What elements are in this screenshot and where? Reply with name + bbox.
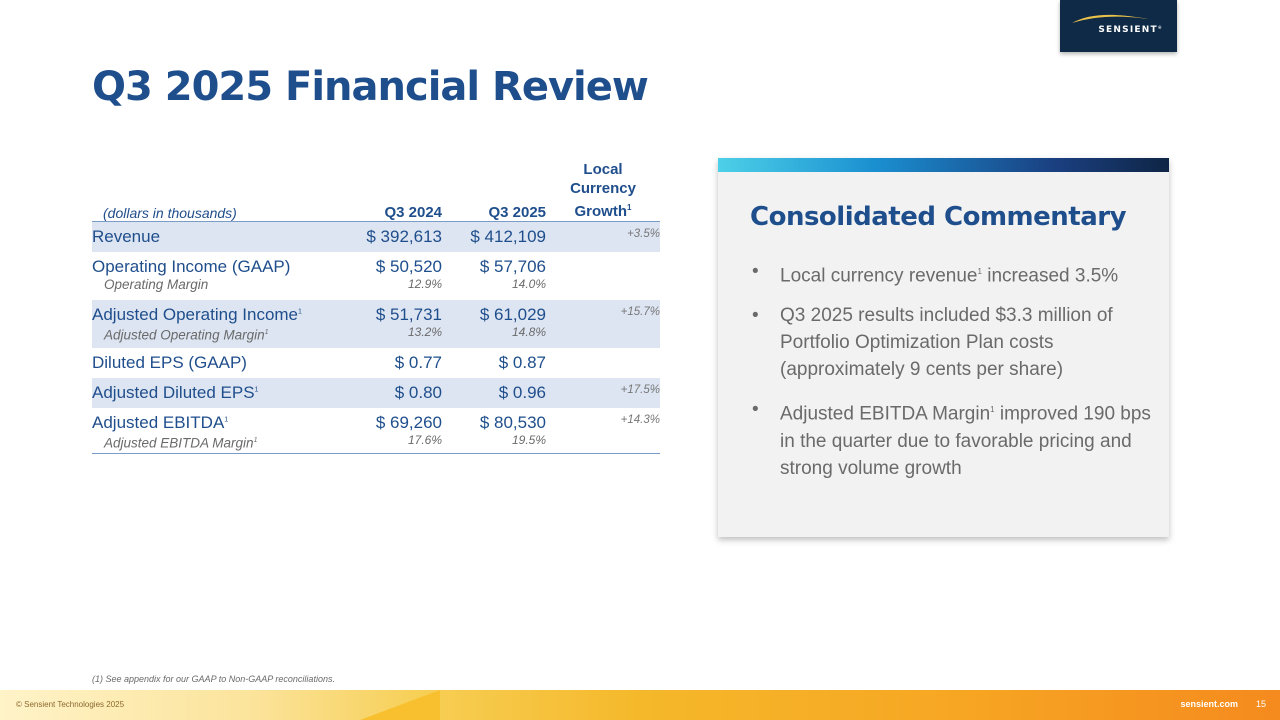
financial-table bbox=[92, 160, 660, 454]
commentary-bullet: • Adjusted EBITDA Margin$^1$ improved 190 bps in the quarter due to favorable pricing and strong volume growth bbox=[750, 396, 1155, 481]
logo-trademark: ® bbox=[1157, 25, 1163, 30]
page-number: 15 bbox=[1255, 699, 1266, 709]
row-sublabel: Adjusted Operating Margin bbox=[104, 327, 265, 342]
table-row: Adjusted EBITDA$^1$ Adjusted EBITDA Margin$^1$ $ 69,260 17.6% $ 80,530 19.5% +14.3% bbox=[92, 408, 660, 454]
row-label: Adjusted Operating Income bbox=[92, 304, 299, 324]
table-row bbox=[92, 252, 660, 300]
q3-2024-value: $ 0.77 bbox=[394, 352, 442, 372]
q3-2025-value: $ 80,530 bbox=[479, 412, 546, 432]
row-label: Diluted EPS (GAAP) bbox=[92, 352, 247, 372]
commentary-card bbox=[718, 158, 1169, 537]
commentary-title: Consolidated Commentary bbox=[750, 202, 1127, 232]
q3-2025-value: $ 0.96 bbox=[498, 382, 546, 402]
q3-2024-value: $ 51,731 bbox=[375, 304, 442, 324]
growth-value: +17.5% bbox=[546, 378, 660, 408]
q3-2024-value: $ 50,520 bbox=[375, 256, 442, 276]
table-row: Adjusted Operating Income$^1$ Adjusted Operating Margin$^1$ $ 51,731 13.2% $ 61,029 14.8% +15.7% bbox=[92, 300, 660, 348]
q3-2025-margin: 14.0% bbox=[511, 276, 546, 291]
col-header-local-currency-growth: Local Currency Growth$^1$ bbox=[546, 160, 660, 222]
row-label: Revenue bbox=[92, 227, 161, 246]
row-label: Adjusted Diluted EPS bbox=[92, 382, 255, 402]
q3-2024-margin: 13.2% bbox=[407, 324, 442, 339]
page-title: Q3 2025 Financial Review bbox=[92, 64, 648, 110]
commentary-bullet: • Local currency revenue$^1$ increased 3.5% bbox=[750, 258, 1155, 289]
table-row: Adjusted Diluted EPS$^1$ $ 0.80 $ 0.96 +17.5% bbox=[92, 378, 660, 408]
growth-value bbox=[546, 348, 660, 378]
col-header-q3-2025: Q3 2025 bbox=[442, 160, 546, 222]
sensient-logo bbox=[1060, 0, 1177, 52]
q3-2024-margin: 12.9% bbox=[407, 276, 442, 291]
q3-2024-value: $ 392,613 bbox=[366, 227, 442, 246]
gradient-accent-bar bbox=[718, 158, 1169, 172]
table-header-row bbox=[92, 160, 660, 222]
footnote: (1) See appendix for our GAAP to Non-GAAP reconciliations. bbox=[92, 674, 335, 684]
footer-bar bbox=[0, 690, 1280, 720]
q3-2025-value: $ 412,109 bbox=[470, 227, 546, 246]
q3-2025-margin: 14.8% bbox=[511, 324, 546, 339]
q3-2024-value: $ 69,260 bbox=[375, 412, 442, 432]
growth-value bbox=[546, 252, 660, 300]
q3-2025-value: $ 57,706 bbox=[479, 256, 546, 276]
q3-2025-value: $ 61,029 bbox=[479, 304, 546, 324]
growth-value: +15.7% bbox=[546, 300, 660, 348]
q3-2024-value: $ 0.80 bbox=[394, 382, 442, 402]
q3-2025-value: $ 0.87 bbox=[498, 352, 546, 372]
footer-website: sensient.com bbox=[1180, 699, 1238, 709]
footer-copyright: © Sensient Technologies 2025 bbox=[16, 700, 125, 709]
logo-brand: SENSIENT bbox=[1098, 25, 1158, 35]
table-row bbox=[92, 222, 660, 252]
q3-2025-margin: 19.5% bbox=[511, 432, 546, 447]
commentary-bullet: • Q3 2025 results included $3.3 million of Portfolio Optimization Plan costs (approximately 9 cents per share) bbox=[750, 302, 1155, 383]
units-label: (dollars in thousands) bbox=[92, 160, 344, 222]
commentary-list bbox=[750, 258, 1155, 495]
row-sublabel: Operating Margin bbox=[104, 276, 209, 292]
growth-value: +14.3% bbox=[546, 408, 660, 454]
table-row bbox=[92, 348, 660, 378]
row-label: Adjusted EBITDA bbox=[92, 412, 225, 432]
footer-accent-shape bbox=[360, 690, 440, 720]
q3-2024-margin: 17.6% bbox=[407, 432, 442, 447]
growth-value: +3.5% bbox=[546, 222, 660, 252]
col-header-q3-2024: Q3 2024 bbox=[344, 160, 442, 222]
row-label: Operating Income (GAAP) bbox=[92, 256, 291, 276]
row-sublabel: Adjusted EBITDA Margin bbox=[104, 435, 254, 450]
